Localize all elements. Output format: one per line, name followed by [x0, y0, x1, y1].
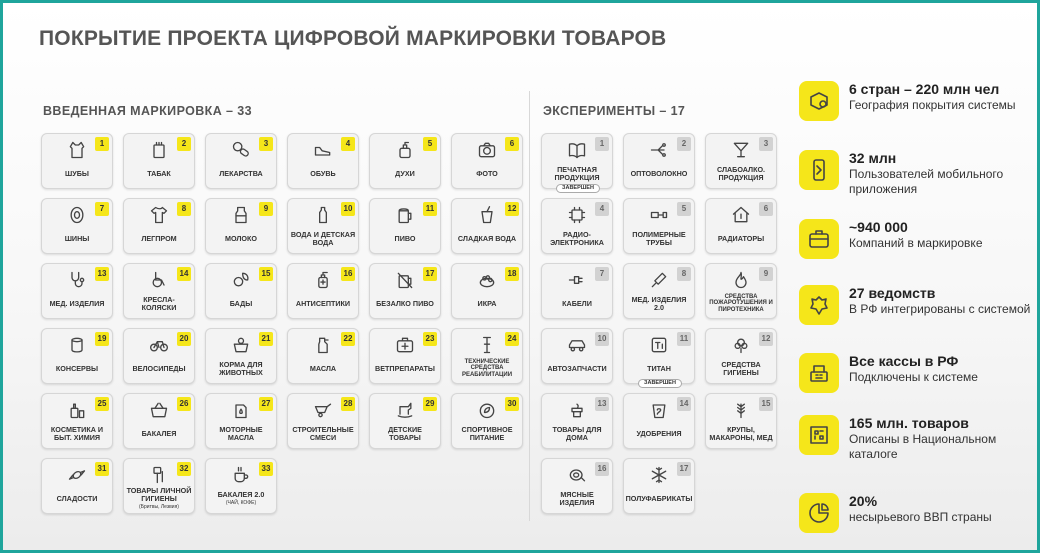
stethoscope-icon [42, 270, 112, 290]
experiment-card-label-text: ПОЛУФАБРИКАТЫ [625, 493, 693, 503]
motor-oil-icon [206, 400, 276, 420]
tire-icon [42, 205, 112, 225]
introduced-card-label-text: СЛАДКАЯ ВОДА [457, 233, 517, 243]
beer-icon [370, 205, 440, 225]
introduced-card-label-text: АНТИСЕПТИКИ [295, 298, 351, 308]
introduced-card-30 [451, 393, 523, 449]
introduced-card-label-text: МЕД. ИЗДЕЛИЯ [49, 298, 105, 308]
introduced-card-label-text: МОЛОКО [224, 233, 257, 243]
experiment-card-label-text: МЕД. ИЗДЕЛИЯ 2.0 [631, 294, 687, 312]
section-divider [529, 91, 530, 521]
introduced-number-badge: 18 [505, 267, 519, 281]
supplement-icon [206, 270, 276, 290]
experiment-number-badge: 4 [595, 202, 609, 216]
introduced-card-label-text: ИКРА [477, 298, 497, 308]
introduced-card-20 [123, 328, 195, 384]
stat-headline: 20% [849, 493, 878, 509]
introduced-number-badge: 24 [505, 332, 519, 346]
introduced-number-badge: 33 [259, 462, 273, 476]
introduced-card-label-wrap [218, 491, 265, 507]
experiment-card-2 [623, 133, 695, 189]
introduced-card-label [44, 227, 110, 250]
pie-icon [799, 493, 839, 533]
experiment-card-5 [623, 198, 695, 254]
introduced-card-label [290, 357, 356, 380]
introduced-card-label-text: КОНСЕРВЫ [55, 363, 99, 373]
stat-description: несырьевого ВВП страны [849, 510, 992, 524]
stat-headline: Все кассы в РФ [849, 353, 959, 369]
briefcase-icon [799, 219, 839, 259]
introduced-card-label [454, 357, 520, 380]
introduced-number-badge: 22 [341, 332, 355, 346]
introduced-card-label [126, 162, 192, 185]
introduced-number-badge: 32 [177, 462, 191, 476]
introduced-card-label [208, 162, 274, 185]
introduced-number-badge: 15 [259, 267, 273, 281]
introduced-number-badge: 29 [423, 397, 437, 411]
experiment-card-label [544, 292, 610, 315]
experiment-card-label-text: УДОБРЕНИЯ [636, 428, 682, 438]
introduced-card-13 [41, 263, 113, 319]
tshirt-icon [124, 205, 194, 225]
experiment-number-badge: 2 [677, 137, 691, 151]
introduced-card-label [454, 292, 520, 315]
introduced-card-label [208, 357, 274, 380]
introduced-card-label-text: СЛАДОСТИ [56, 493, 98, 503]
introduced-card-label-text: КОСМЕТИКА И БЫТ. ХИМИЯ [50, 424, 104, 442]
stat-headline: 27 ведомств [849, 285, 936, 301]
oil-icon [288, 335, 358, 355]
experiment-card-15 [705, 393, 777, 449]
introduced-card-label-text: БЕЗАЛКО ПИВО [376, 298, 434, 308]
introduced-number-badge: 6 [505, 137, 519, 151]
introduced-card-label [126, 292, 192, 315]
introduced-card-label-text: ЛЕКАРСТВА [219, 168, 263, 178]
caviar-icon [452, 270, 522, 290]
introduced-card-29 [369, 393, 441, 449]
introduced-card-24 [451, 328, 523, 384]
introduced-card-21 [205, 328, 277, 384]
completed-badge: ЗАВЕРШЕН [556, 184, 600, 193]
introduced-card-6 [451, 133, 523, 189]
introduced-card-label [126, 357, 192, 380]
experiment-card-14 [623, 393, 695, 449]
stat-headline: 32 млн [849, 150, 897, 166]
introduced-card-label [372, 357, 438, 380]
fire-icon [706, 270, 776, 290]
introduced-card-label-text: ТАБАК [147, 168, 171, 178]
vet-kit-icon [370, 335, 440, 355]
introduced-number-badge: 28 [341, 397, 355, 411]
page-title: ПОКРЫТИЕ ПРОЕКТА ЦИФРОВОЙ МАРКИРОВКИ ТОВАРОВ [39, 27, 667, 50]
experiment-card-label-text: СРЕДСТВА ПОЖАРОТУШЕНИЯ И ПИРОТЕХНИКА [709, 293, 773, 313]
experiment-card-12 [705, 328, 777, 384]
basket-icon [124, 400, 194, 420]
experiment-number-badge: 8 [677, 267, 691, 281]
introduced-card-2 [123, 133, 195, 189]
stat-row [799, 150, 1029, 200]
experiment-card-label [626, 422, 692, 445]
experiment-card-label [708, 292, 774, 315]
experiment-card-label [626, 487, 692, 510]
introduced-card-label [290, 162, 356, 185]
introduced-card-12 [451, 198, 523, 254]
coat-of-arms-icon [799, 285, 839, 325]
introduced-card-23 [369, 328, 441, 384]
introduced-card-label [208, 422, 274, 445]
experiment-card-label-text: АВТОЗАПЧАСТИ [547, 363, 607, 373]
experiment-card-4 [541, 198, 613, 254]
stat-description: Подключены к системе [849, 370, 978, 384]
introduced-card-label [208, 292, 274, 315]
introduced-number-badge: 30 [505, 397, 519, 411]
stat-description: Пользователей мобильного приложения [849, 167, 1004, 196]
introduced-card-label-text: БАДЫ [229, 298, 253, 308]
introduced-number-badge: 14 [177, 267, 191, 281]
introduced-card-19 [41, 328, 113, 384]
introduced-card-11 [369, 198, 441, 254]
experiment-card-label [708, 227, 774, 250]
experiment-card-label [626, 227, 692, 250]
introduced-card-8 [123, 198, 195, 254]
stat-row [799, 415, 1029, 465]
perfume-icon [370, 140, 440, 160]
stat-headline: ~940 000 [849, 219, 908, 235]
experiment-card-label [544, 422, 610, 445]
introduced-card-32 [123, 458, 195, 514]
introduced-card-label [372, 227, 438, 250]
introduced-card-25 [41, 393, 113, 449]
experiment-card-label-text: СРЕДСТВА ГИГИЕНЫ [721, 359, 761, 377]
experiment-card-3 [705, 133, 777, 189]
experiment-card-label-text: ПЕЧАТНАЯ ПРОДУКЦИЯ [554, 164, 600, 182]
introduced-card-label-text: МАСЛА [309, 363, 337, 373]
introduced-card-label-text: СПОРТИВНОЕ ПИТАНИЕ [461, 424, 513, 442]
introduced-card-label-text: КРЕСЛА-КОЛЯСКИ [141, 294, 177, 312]
introduced-card-15 [205, 263, 277, 319]
experiment-card-label-text: МЯСНЫЕ ИЗДЕЛИЯ [559, 489, 595, 507]
experiment-card-label-text: ТИТАН [647, 363, 671, 373]
box-search-icon [799, 81, 839, 121]
cash-register-icon [799, 353, 839, 393]
experiment-card-9 [705, 263, 777, 319]
introduced-number-badge: 1 [95, 137, 109, 151]
introduced-card-16 [287, 263, 359, 319]
phone-scan-icon [799, 150, 839, 190]
introduced-card-label-text: БАКАЛЕЯ 2.0 [217, 489, 265, 499]
experiment-card-8 [623, 263, 695, 319]
pet-food-icon [206, 335, 276, 355]
introduced-card-7 [41, 198, 113, 254]
introduced-card-label-text: КОРМА ДЛЯ ЖИВОТНЫХ [219, 359, 263, 377]
introduced-card-1 [41, 133, 113, 189]
introduced-card-label [372, 292, 438, 315]
wheelbarrow-icon [288, 400, 358, 420]
rocking-horse-icon [370, 400, 440, 420]
introduced-number-badge: 31 [95, 462, 109, 476]
introduced-card-label [372, 422, 438, 445]
sanitizer-icon [288, 270, 358, 290]
introduced-number-badge: 12 [505, 202, 519, 216]
introduced-card-5 [369, 133, 441, 189]
datamatrix-box-icon [799, 415, 839, 455]
introduced-card-label-text: ДЕТСКИЕ ТОВАРЫ [388, 424, 422, 442]
cocktail-icon [706, 140, 776, 160]
introduced-card-label [44, 487, 110, 510]
introduced-card-18 [451, 263, 523, 319]
car-icon [542, 335, 612, 355]
stat-row [799, 285, 1029, 335]
stat-row [799, 353, 1029, 403]
candy-icon [42, 465, 112, 485]
introduced-card-label [290, 292, 356, 315]
fertilizer-icon [624, 400, 694, 420]
introduced-card-3 [205, 133, 277, 189]
home-goods-icon [542, 400, 612, 420]
chip-icon [542, 205, 612, 225]
introduced-card-label [44, 357, 110, 380]
experiment-number-badge: 10 [595, 332, 609, 346]
razor-icon [124, 465, 194, 485]
introduced-card-label-wrap [126, 487, 192, 511]
introduced-card-label-text: ТОВАРЫ ЛИЧНОЙ ГИГИЕНЫ [126, 485, 192, 503]
cup-icon [206, 465, 276, 485]
introduced-card-label-text: ЛЕГПРОМ [141, 233, 177, 243]
experiment-number-badge: 5 [677, 202, 691, 216]
stat-description: География покрытия системы [849, 98, 1016, 112]
introduced-card-label [126, 487, 192, 510]
introduced-number-badge: 2 [177, 137, 191, 151]
experiment-number-badge: 15 [759, 397, 773, 411]
stat-headline: 6 стран – 220 млн чел [849, 81, 1000, 97]
experiment-number-badge: 9 [759, 267, 773, 281]
introduced-card-10 [287, 198, 359, 254]
syringe-icon [624, 270, 694, 290]
introduced-card-label [44, 162, 110, 185]
experiment-card-17 [623, 458, 695, 514]
experiment-card-label-text: ПОЛИМЕРНЫЕ ТРУБЫ [632, 229, 686, 247]
introduced-card-label-text: БАКАЛЕЯ [141, 428, 177, 438]
introduced-card-33 [205, 458, 277, 514]
experiment-number-badge: 16 [595, 462, 609, 476]
pills-icon [206, 140, 276, 160]
introduced-card-label [208, 227, 274, 250]
experiment-card-6 [705, 198, 777, 254]
introduced-card-label-text: ДУХИ [395, 168, 415, 178]
experiment-card-label [708, 357, 774, 380]
introduced-card-label-text: ТЕХНИЧЕСКИЕ СРЕДСТВА РЕАБИЛИТАЦИИ [461, 358, 513, 378]
completed-badge: ЗАВЕРШЕН [638, 379, 682, 388]
experiment-card-label [626, 292, 692, 315]
experiment-number-badge: 3 [759, 137, 773, 151]
fur-coat-icon [42, 140, 112, 160]
introduced-card-label-text: ШУБЫ [65, 168, 89, 178]
experiment-number-badge: 6 [759, 202, 773, 216]
introduced-card-label-text: ОБУВЬ [310, 168, 336, 178]
introduced-card-label-text: МОТОРНЫЕ МАСЛА [219, 424, 263, 442]
water-bottle-icon [288, 205, 358, 225]
introduced-card-label-text: ФОТО [476, 168, 498, 178]
stat-row [799, 81, 1029, 131]
introduced-number-badge: 4 [341, 137, 355, 151]
experiment-number-badge: 14 [677, 397, 691, 411]
introduced-card-26 [123, 393, 195, 449]
introduced-number-badge: 3 [259, 137, 273, 151]
experiment-number-badge: 1 [595, 137, 609, 151]
fiber-icon [624, 140, 694, 160]
introduced-card-label [290, 227, 356, 250]
experiment-card-label [626, 357, 692, 380]
experiment-card-16 [541, 458, 613, 514]
experiment-card-label-text: ОПТОВОЛОКНО [630, 168, 688, 178]
experiment-card-label [544, 487, 610, 510]
soda-icon [452, 205, 522, 225]
introduced-card-label [290, 422, 356, 445]
house-thermometer-icon [706, 205, 776, 225]
plug-icon [542, 270, 612, 290]
stat-description: В РФ интегрированы с системой [849, 302, 1031, 316]
experiment-number-badge: 12 [759, 332, 773, 346]
milk-icon [206, 205, 276, 225]
introduced-card-label [208, 487, 274, 510]
introduced-number-badge: 16 [341, 267, 355, 281]
sport-nutrition-icon [452, 400, 522, 420]
introduced-number-badge: 17 [423, 267, 437, 281]
introduced-card-label-text: СТРОИТЕЛЬНЫЕ СМЕСИ [292, 424, 354, 442]
introduced-card-label [372, 162, 438, 185]
introduced-card-label [126, 227, 192, 250]
experiment-card-label-text: РАДИАТОРЫ [717, 233, 765, 243]
experiment-card-13 [541, 393, 613, 449]
experiment-card-label [626, 162, 692, 185]
experiment-card-1 [541, 133, 613, 189]
experiment-card-7 [541, 263, 613, 319]
shoe-icon [288, 140, 358, 160]
introduced-number-badge: 26 [177, 397, 191, 411]
cigarettes-icon [124, 140, 194, 160]
introduced-card-sublabel: (Бритвы, Лезвия) [139, 503, 179, 510]
introduced-card-9 [205, 198, 277, 254]
introduced-card-sublabel: (ЧАЙ, КОФЕ) [225, 499, 257, 506]
stat-row [799, 493, 1029, 543]
introduced-card-label [454, 162, 520, 185]
stat-headline: 165 млн. товаров [849, 415, 969, 431]
cotton-icon [706, 335, 776, 355]
book-icon [542, 140, 612, 160]
introduced-card-label-text: ВЕТПРЕПАРАТЫ [375, 363, 435, 373]
introduced-card-17 [369, 263, 441, 319]
experiment-card-label-text: ТОВАРЫ ДЛЯ ДОМА [552, 424, 602, 442]
introduced-number-badge: 23 [423, 332, 437, 346]
introduced-card-label [454, 422, 520, 445]
snowflake-icon [624, 465, 694, 485]
introduced-card-14 [123, 263, 195, 319]
nonalcoholic-beer-icon [370, 270, 440, 290]
experiment-number-badge: 11 [677, 332, 691, 346]
introduced-number-badge: 9 [259, 202, 273, 216]
experiment-card-label-text: СЛАБОАЛКО. ПРОДУКЦИЯ [716, 164, 766, 182]
introduced-number-badge: 25 [95, 397, 109, 411]
introduced-card-31 [41, 458, 113, 514]
introduced-section-title: ВВЕДЕННАЯ МАРКИРОВКА – 33 [43, 104, 252, 118]
introduced-number-badge: 10 [341, 202, 355, 216]
introduced-number-badge: 21 [259, 332, 273, 346]
crutch-icon [452, 335, 522, 355]
experiment-card-label [708, 422, 774, 445]
wheat-icon [706, 400, 776, 420]
introduced-number-badge: 20 [177, 332, 191, 346]
stat-description: Описаны в Национальном каталоге [849, 432, 997, 461]
introduced-card-28 [287, 393, 359, 449]
stat-row [799, 219, 1029, 269]
introduced-card-label [44, 422, 110, 445]
experiment-card-label-text: КРУПЫ, МАКАРОНЫ, МЕД [709, 424, 773, 442]
introduced-number-badge: 7 [95, 202, 109, 216]
experiment-card-label [544, 227, 610, 250]
introduced-card-label [454, 227, 520, 250]
introduced-card-4 [287, 133, 359, 189]
introduced-number-badge: 19 [95, 332, 109, 346]
wheelchair-icon [124, 270, 194, 290]
introduced-card-label-text: ВЕЛОСИПЕДЫ [132, 363, 186, 373]
introduced-card-22 [287, 328, 359, 384]
introduced-number-badge: 5 [423, 137, 437, 151]
experiment-card-label [544, 162, 610, 185]
introduced-card-27 [205, 393, 277, 449]
experiment-card-10 [541, 328, 613, 384]
introduced-number-badge: 8 [177, 202, 191, 216]
camera-icon [452, 140, 522, 160]
introduced-card-label [126, 422, 192, 445]
introduced-card-label-text: ШИНЫ [64, 233, 90, 243]
experiment-number-badge: 13 [595, 397, 609, 411]
cosmetics-icon [42, 400, 112, 420]
introduced-card-label-text: ПИВО [394, 233, 416, 243]
introduced-card-label [44, 292, 110, 315]
pipes-icon [624, 205, 694, 225]
experiment-number-badge: 17 [677, 462, 691, 476]
introduced-number-badge: 11 [423, 202, 437, 216]
introduced-number-badge: 27 [259, 397, 273, 411]
introduced-number-badge: 13 [95, 267, 109, 281]
experiment-card-label-text: КАБЕЛИ [562, 298, 592, 308]
experiment-card-label [708, 162, 774, 185]
bicycle-icon [124, 335, 194, 355]
stat-description: Компаний в маркировке [849, 236, 983, 250]
experiment-number-badge: 7 [595, 267, 609, 281]
meat-icon [542, 465, 612, 485]
introduced-card-label-text: ВОДА И ДЕТСКАЯ ВОДА [290, 229, 356, 247]
experiment-card-11 [623, 328, 695, 384]
experiment-card-label-text: РАДИО-ЭЛЕКТРОНИКА [550, 229, 604, 247]
titanium-icon [624, 335, 694, 355]
experiment-card-label [544, 357, 610, 380]
can-icon [42, 335, 112, 355]
experiments-section-title: ЭКСПЕРИМЕНТЫ – 17 [543, 104, 686, 118]
